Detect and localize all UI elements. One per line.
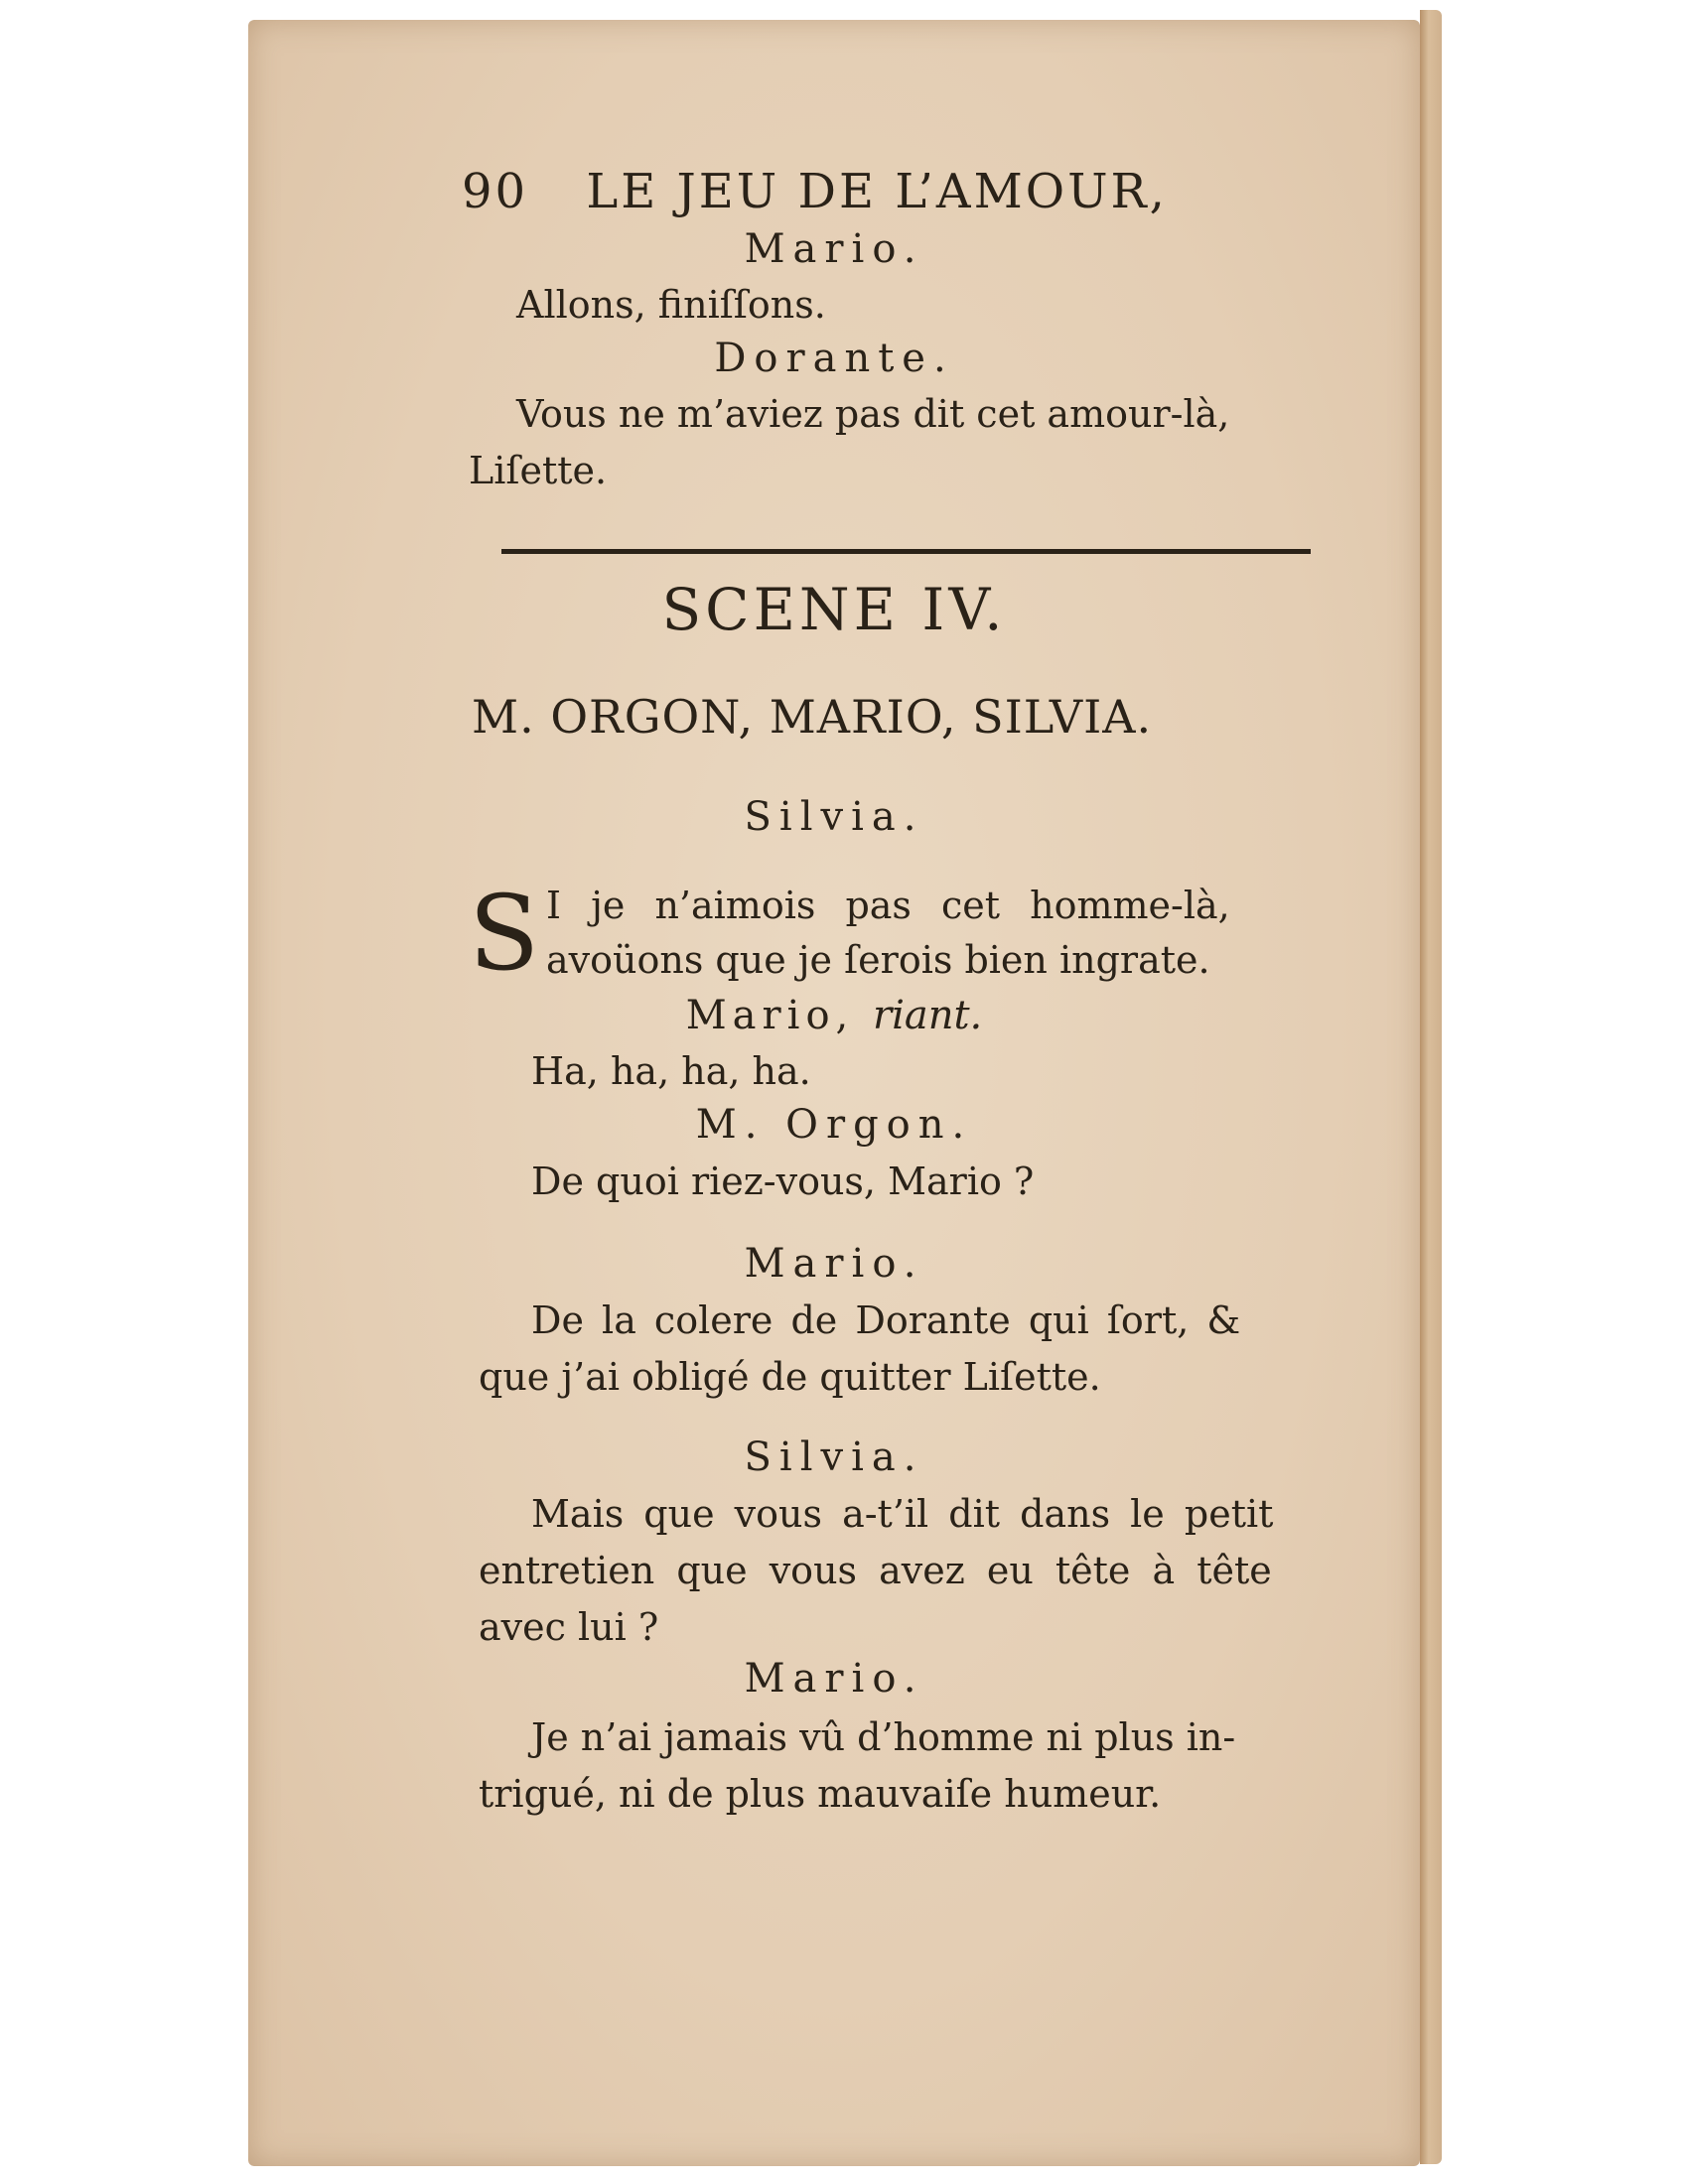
speaker-orgon: M. Orgon.: [695, 1102, 973, 1148]
dialogue-line: I je n’aimois pas cet homme-là,: [546, 884, 1230, 927]
dialogue-line: avec lui ?: [479, 1605, 659, 1649]
speaker-mario: Mario.: [744, 1656, 924, 1702]
dialogue-line: Liſette.: [469, 449, 608, 492]
speaker-mario: Mario.: [744, 226, 924, 272]
scene-characters: M. ORGON, MARIO, SILVIA.: [472, 690, 1153, 744]
dialogue-line: Mais que vous a-t’il dit dans le petit: [531, 1492, 1274, 1536]
speaker-silvia: Silvia.: [744, 1434, 924, 1480]
dialogue-line: Ha, ha, ha, ha.: [531, 1049, 811, 1093]
dialogue-line: entretien que vous avez eu tête à tête: [479, 1549, 1272, 1592]
dialogue-line: Allons, finiſſons.: [516, 283, 826, 327]
dialogue-line: Je n’ai jamais vû d’homme ni plus in-: [531, 1715, 1236, 1759]
page-number: 90: [462, 164, 529, 219]
stage-direction: riant.: [872, 993, 983, 1038]
speaker-mario: Mario,: [685, 993, 855, 1038]
dialogue-line: trigué, ni de plus mauvaiſe humeur.: [479, 1772, 1162, 1816]
adjacent-page-edge: [1420, 10, 1442, 2164]
scene-title: SCENE IV.: [661, 576, 1007, 643]
running-title: LE JEU DE L’AMOUR,: [586, 164, 1168, 219]
speaker-mario: Mario.: [744, 1241, 924, 1287]
scene-divider-rule: [501, 549, 1311, 554]
speaker-mario-direction: [248, 993, 1420, 1038]
dialogue-line: De quoi riez-vous, Mario ?: [531, 1160, 1035, 1203]
dialogue-line: Vous ne m’aviez pas dit cet amour-là,: [516, 392, 1230, 436]
dialogue-line: avoüons que je ſerois bien ingrate.: [546, 938, 1210, 982]
drop-capital: S: [469, 873, 540, 994]
speaker-silvia: Silvia.: [744, 794, 924, 840]
running-head: [462, 164, 1168, 219]
dialogue-line: que j’ai obligé de quitter Liſette.: [479, 1355, 1101, 1399]
dialogue-line: De la colere de Dorante qui ſort, &: [531, 1298, 1241, 1342]
speaker-dorante: Dorante.: [714, 336, 954, 381]
